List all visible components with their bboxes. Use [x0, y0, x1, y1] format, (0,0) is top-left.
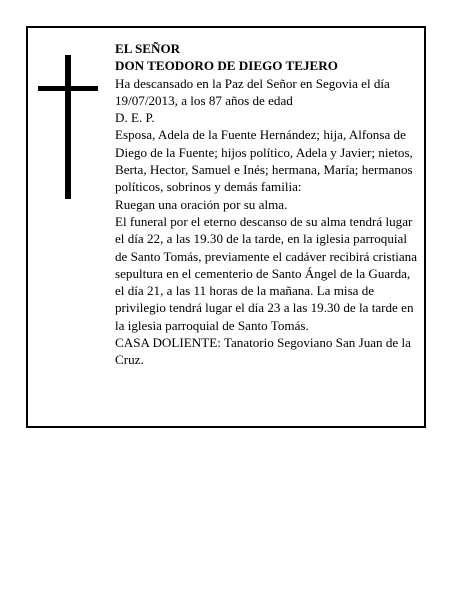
cross-icon [38, 55, 98, 199]
funeral-details: El funeral por el eterno descanso de su alma tendrá lugar el día 22, a las 19.30 de la tarde, en la iglesia parroquial de Santo Tomás, previamente el cadáver recibirá cristiana sepultura en el cementerio de Santo Ángel de la Guarda, el día 21, a las 11 horas de la mañana. La misa de privilegio tendrá lugar el día 23 a las 19.30 de la tarde en la iglesia parroquial de Santo Tomás. [115, 213, 418, 333]
notice-title: EL SEÑOR [115, 41, 181, 56]
death-announcement: Ha descansado en la Paz del Señor en Segovia el día 19/07/2013, a los 87 años de edad [115, 75, 390, 108]
rip-line: D. E. P. [115, 110, 155, 126]
obituary-text [115, 40, 420, 369]
cross-horizontal-bar [38, 86, 98, 91]
obituary-notice [26, 26, 426, 428]
funeral-home: CASA DOLIENTE: Tanatorio Segoviano San Juan de la Cruz. [115, 335, 411, 368]
family-list: Esposa, Adela de la Fuente Hernández; hija, Alfonsa de Diego de la Fuente; hijos político, Adela y Javier; nietos, Berta, Hector, Samuel e Inés; hermana, María; hermanos políticos, sobrinos y demás familia: [115, 127, 413, 195]
prayer-request: Ruegan una oración por su alma. [115, 196, 288, 212]
deceased-name: DON TEODORO DE DIEGO TEJERO [115, 58, 338, 74]
cross-vertical-bar [65, 55, 71, 199]
